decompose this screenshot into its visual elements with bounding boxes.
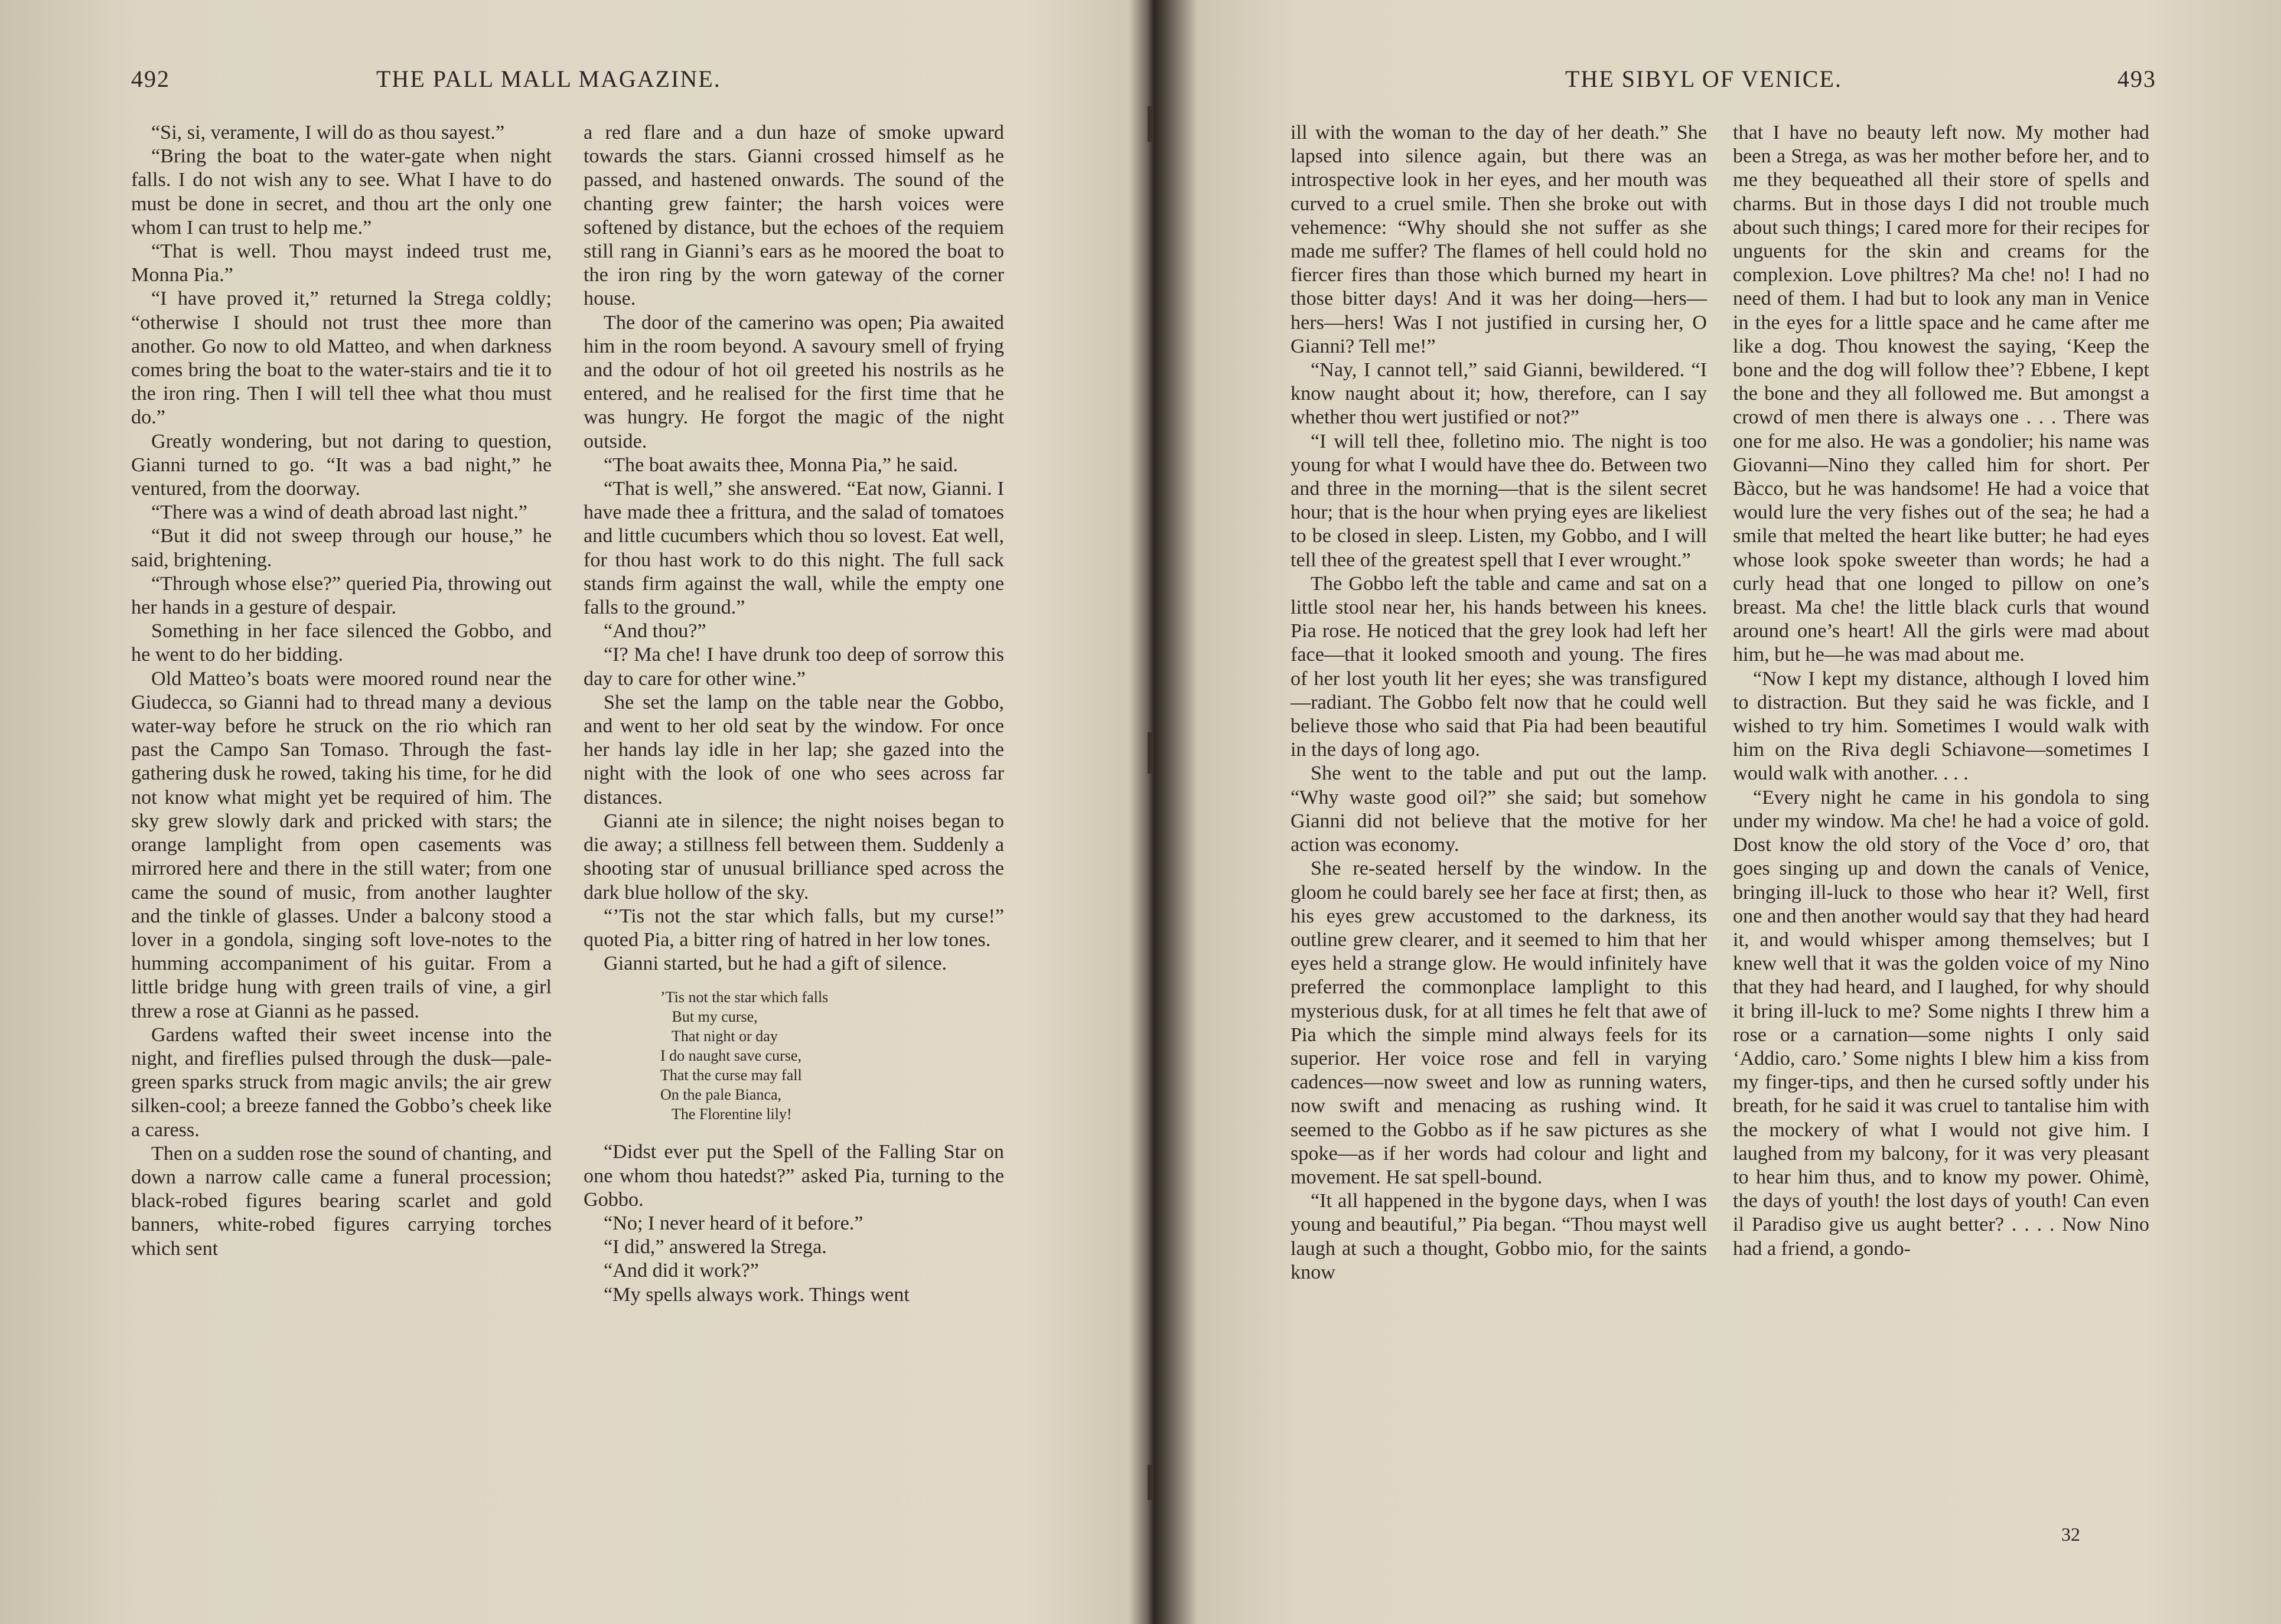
right-page [1158, 0, 2281, 1624]
paragraph: Gardens wafted their sweet incense into the night, and fireflies pulsed through the dusk—pale-green sparks struck from magic anvils; the air grew silken-cool; a breeze fanned the Gobbo’s cheek like a caress. [131, 1023, 552, 1141]
binding-thread [1148, 732, 1153, 774]
running-head-right: THE SIBYL OF VENICE. [1565, 66, 1842, 92]
signature-mark: 32 [2061, 1524, 2080, 1545]
left-column-2 [584, 121, 1004, 1307]
right-column-1 [1291, 121, 1707, 1284]
paragraph: “Nay, I cannot tell,” said Gianni, bewildered. “I know naught about it; how, therefore, can I say whether thou wert justified or not?” [1291, 359, 1707, 429]
binding-thread [1148, 1465, 1153, 1500]
paragraph: “Now I kept my distance, although I loved him to distraction. But they said he was fickle, and I wished to try him. Sometimes I would walk with him on the Riva degli Schiavone—sometimes I would walk with another. . . . [1733, 667, 2149, 785]
poem-quote [660, 987, 1004, 1124]
paragraph: Something in her face silenced the Gobbo, and he went to do her bidding. [131, 620, 552, 666]
paragraph: “No; I never heard of it before.” [604, 1212, 863, 1234]
paragraph: that I have no beauty left now. My mother had been a Strega, as was her mother before her, and to me they bequeathed all their store of spells and charms. But in those days I did not trouble much about such things; I cared more for their recipes for unguents for the skin and creams for the complexion. Love philtres? Ma che! no! I had no need of them. I had but to look any man in Venice in the eyes for a little space and he came after me like a dog. Thou knowest the saying, ‘Keep the bone and the dog will follow thee’? Ebbene, I kept the bone and they all followed me. But amongst a crowd of men there is always one . . . There was one for me also. He was a gondolier; his name was Giovanni—Nino they called him for short. Per Bàcco, but he was handsome! He had a voice that would lure the very fishes out of the sea; he had a smile that melted the heart like butter; he had eyes whose look spoke sweeter than words; he had a curly head that one longed to pillow on one’s breast. Ma che! the little black curls that wound around one’s heart! All the girls were mad about him, but he—he was mad about me. [1733, 122, 2149, 666]
paragraph: “That is well. Thou mayst indeed trust me, Monna Pia.” [131, 240, 552, 286]
paragraph: “The boat awaits thee, Monna Pia,” he said. [604, 454, 958, 476]
paragraph: “I have proved it,” returned la Strega coldly; “otherwise I should not trust thee more than another. Go now to old Matteo, and when darkness comes bring the boat to the water-stairs and tie it to the iron ring. Then I will tell thee what thou must do.” [131, 288, 552, 429]
paragraph: “I? Ma che! I have drunk too deep of sorrow this day to care for other wine.” [584, 644, 1004, 690]
paragraph: “There was a wind of death abroad last night.” [151, 501, 527, 524]
paragraph: “But it did not sweep through our house,” he said, brightening. [131, 525, 552, 571]
binding-thread [1148, 106, 1153, 142]
poem-line: That the curse may fall [660, 1067, 802, 1084]
paragraph: “I will tell thee, folletino mio. The night is too young for what I would have thee do. Between two and three in the morning—that is the silent secret hour; that is the hour when prying eyes are likeliest to be closed in sleep. Listen, my Gobbo, and I will tell thee of the greatest spell that I ever wrought.” [1291, 430, 1707, 571]
paragraph: “My spells always work. Things went [604, 1283, 910, 1306]
paragraph: a red flare and a dun haze of smoke upward towards the stars. Gianni crossed himself as he passed, and hastened onwards. The sound of the chanting grew fainter; the harsh voices were softened by distance, but the echoes of the requiem still rang in Gianni’s ears as he moored the boat to the iron ring by the worn gateway of the corner house. [584, 122, 1004, 310]
poem-line: But my curse, [660, 1008, 758, 1026]
paragraph: “It all happened in the bygone days, when I was young and beautiful,” Pia began. “Thou mayst well laugh at such a thought, Gobbo mio, for the saints know [1291, 1190, 1707, 1283]
poem-line: On the pale Bianca, [660, 1086, 782, 1104]
paragraph: “Didst ever put the Spell of the Falling Star on one whom thou hatedst?” asked Pia, turning to the Gobbo. [584, 1141, 1004, 1211]
right-column-2 [1733, 121, 2149, 1261]
running-head-left: THE PALL MALL MAGAZINE. [376, 66, 721, 92]
paragraph: ill with the woman to the day of her death.” She lapsed into silence again, but there was an introspective look in her eyes, and her mouth was curved to a cruel smile. Then she broke out with vehemence: “Why should she not suffer as she made me suffer? The flames of hell could hold no fiercer fires than those which burned my heart in those bitter days! And it was her doing—hers—hers—hers! Was I not justified in cursing her, O Gianni? Tell me!” [1291, 122, 1707, 357]
paragraph: “That is well,” she answered. “Eat now, Gianni. I have made thee a frittura, and the salad of tomatoes and little cucumbers which thou so lovest. Eat well, for thou hast work to do this night. The full sack stands firm against the wall, while the empty one falls to the ground.” [584, 478, 1004, 619]
poem-line: I do naught save curse, [660, 1047, 801, 1065]
page-number-right: 493 [2117, 66, 2156, 92]
poem-line: ’Tis not the star which falls [660, 989, 829, 1006]
paragraph: “And thou?” [604, 620, 706, 643]
paragraph: “Bring the boat to the water-gate when night falls. I do not wish any to see. What I have to do must be done in secret, and thou art the only one whom I can trust to help me.” [131, 145, 552, 239]
paragraph: “Through whose else?” queried Pia, throwing out her hands in a gesture of despair. [131, 572, 552, 619]
paragraph: She set the lamp on the table near the Gobbo, and went to her old seat by the window. For once her hands lay idle in her lap; she gazed into the night with the look of one who sees across far distances. [584, 691, 1004, 808]
paragraph: The door of the camerino was open; Pia awaited him in the room beyond. A savoury smell of frying and the odour of hot oil greeted his nostrils as he entered, and he realised for the first time that he was hungry. He forgot the magic of the night outside. [584, 311, 1004, 452]
left-page [0, 0, 1137, 1624]
paragraph: “Si, si, veramente, I will do as thou sayest.” [151, 122, 505, 144]
poem-line: The Florentine lily! [660, 1106, 792, 1123]
paragraph: She went to the table and put out the lamp. “Why waste good oil?” she said; but somehow Gianni did not believe that the motive for her action was economy. [1291, 762, 1707, 856]
paragraph: “Every night he came in his gondola to sing under my window. Ma che! he had a voice of gold. Dost know the old story of the Voce d’ oro, that goes singing up and down the canals of Venice, bringing ill-luck to those who hear it? Well, first one and then another would say that they had heard it, and would whisper among themselves; but I knew well that it was the golden voice of my Nino that they had heard, and I laughed, for why should it bring ill-luck to me? Some nights I threw him a rose or a carnation—some nights I only said ‘Addio, caro.’ Some nights I blew him a kiss from my finger-tips, and then he cursed softly under his breath, for he said it was cruel to tantalise him with the mockery of what I would not give him. I laughed from my balcony, for it was very pleasant to hear him thus, and to know my power. Ohimè, the days of youth! the lost days of youth! Can even il Paradiso give us aught better? . . . . Now Nino had a friend, a gondo- [1733, 786, 2149, 1260]
paragraph: Greatly wondering, but not daring to question, Gianni turned to go. “It was a bad night,” he ventured, from the doorway. [131, 430, 552, 500]
paragraph: “And did it work?” [604, 1260, 759, 1282]
paragraph: Old Matteo’s boats were moored round near the Giudecca, so Gianni had to thread many a devious water-way before he struck on the rio which ran past the Campo San Tomaso. Through the fast-gathering dusk he rowed, taking his time, for he did not know what might yet be required of him. The sky grew slowly dark and pricked with stars; the orange lamplight from open casements was mirrored here and there in the still water; from one came the sound of music, from another laughter and the tinkle of glasses. Under a balcony stood a lover in a gondola, singing soft love-notes to the humming accompaniment of his guitar. From a little bridge hung with green trails of vine, a girl threw a rose at Gianni as he passed. [131, 667, 552, 1022]
left-column-1 [131, 121, 552, 1261]
paragraph: “’Tis not the star which falls, but my curse!” quoted Pia, a bitter ring of hatred in her low tones. [584, 905, 1004, 951]
paragraph: Then on a sudden rose the sound of chanting, and down a narrow calle came a funeral procession; black-robed figures bearing scarlet and gold banners, white-robed figures carrying torches which sent [131, 1142, 552, 1260]
paragraph: Gianni ate in silence; the night noises began to die away; a stillness fell between them. Suddenly a shooting star of unusual brilliance sped across the dark blue hollow of the sky. [584, 810, 1004, 904]
paragraph: “I did,” answered la Strega. [604, 1236, 827, 1258]
page-number-left: 492 [131, 66, 170, 92]
paragraph: The Gobbo left the table and came and sat on a little stool near her, his hands between his knees. Pia rose. He noticed that the grey look had left her face—that it looked smooth and young. The fires of her lost youth lit her eyes; she was transfigured—radiant. The Gobbo felt now that he could well believe those who said that Pia had been beautiful in the days of long ago. [1291, 572, 1707, 761]
paragraph: Gianni started, but he had a gift of silence. [604, 953, 947, 975]
poem-line: That night or day [660, 1028, 778, 1045]
paragraph: She re-seated herself by the window. In the gloom he could barely see her face at first; then, as his eyes grew accustomed to the darkness, its outline grew clearer, and it seemed to him that her eyes held a strange glow. He would infinitely have preferred the commonplace lamplight to this mysterious dusk, for at all times he felt that awe of Pia which the simple mind always feels for its superior. Her voice rose and fell in varying cadences—now sweet and low as running waters, now swift and menacing as rushing wind. It seemed to the Gobbo as if he saw pictures as she spoke—as if her words had colour and light and movement. He sat spell-bound. [1291, 857, 1707, 1188]
